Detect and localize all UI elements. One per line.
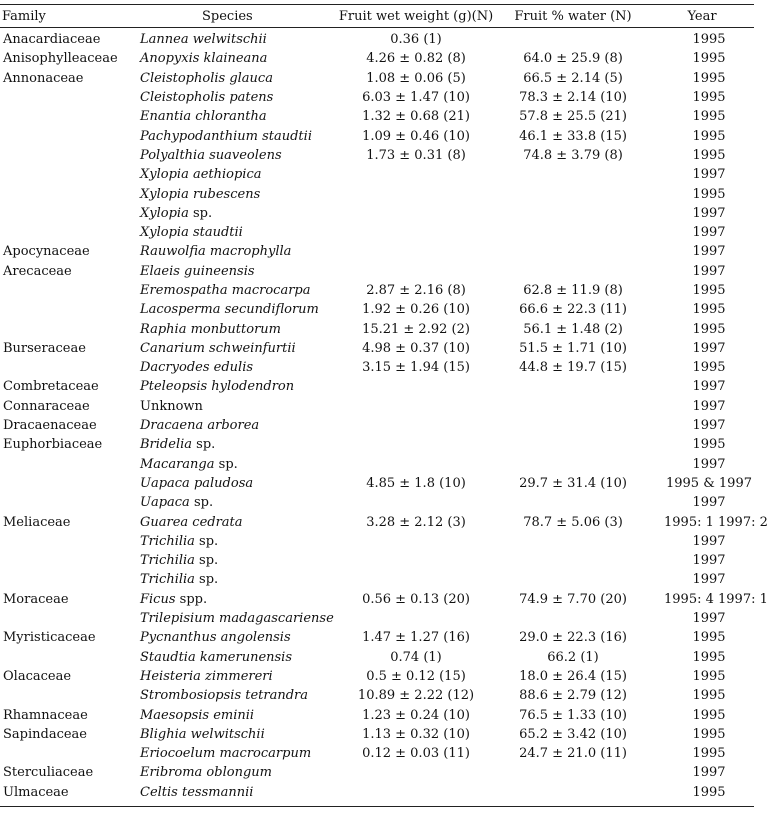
species-cell bbox=[137, 435, 336, 454]
water-cell bbox=[496, 416, 650, 435]
species-name: Guarea cedrata bbox=[140, 514, 243, 530]
year-cell: 1995 bbox=[692, 668, 726, 684]
water-cell bbox=[496, 609, 650, 628]
species-name: Staudtia kamerunensis bbox=[140, 649, 293, 665]
water-cell: 66.2 (1) bbox=[547, 649, 599, 665]
weight-cell bbox=[336, 184, 496, 203]
species-suffix: sp. bbox=[189, 495, 214, 511]
water-cell: 66.6 ± 22.3 (11) bbox=[519, 302, 627, 318]
table-row bbox=[0, 204, 754, 223]
year-cell: 1995 bbox=[692, 746, 726, 762]
species-name: Maesopsis eminii bbox=[140, 707, 255, 723]
column-header-water: Fruit % water (N) bbox=[496, 5, 650, 28]
species-cell bbox=[137, 590, 336, 609]
family-cell bbox=[0, 319, 137, 338]
species-suffix: sp. bbox=[192, 437, 216, 453]
table-row bbox=[0, 28, 754, 50]
species-suffix: sp. bbox=[194, 572, 219, 588]
year-cell: 1997 bbox=[692, 553, 726, 569]
year-cell: 1997 bbox=[692, 263, 726, 279]
species-cell bbox=[137, 686, 336, 705]
family-cell: Myristicaceae bbox=[3, 630, 96, 646]
family-cell: Combretaceae bbox=[3, 379, 99, 395]
family-cell: Meliaceae bbox=[3, 514, 71, 530]
family-cell: Ulmaceae bbox=[0, 783, 137, 807]
family-cell: Anacardiaceae bbox=[3, 32, 101, 48]
species-name: Strombosiopsis tetrandra bbox=[140, 688, 309, 704]
species-cell bbox=[137, 628, 336, 647]
family-cell: Euphorbiaceae bbox=[3, 437, 103, 453]
species-cell bbox=[137, 609, 336, 628]
species-cell bbox=[137, 551, 336, 570]
water-cell: 18.0 ± 26.4 (15) bbox=[519, 668, 627, 684]
table-row bbox=[0, 242, 754, 261]
weight-cell bbox=[336, 493, 496, 512]
family-cell: Burseraceae bbox=[3, 340, 86, 356]
weight-cell bbox=[336, 532, 496, 551]
year-cell: 1995 bbox=[692, 437, 726, 453]
year-cell: 1995 bbox=[692, 726, 726, 742]
species-cell bbox=[137, 763, 336, 782]
year-cell: 1995 bbox=[692, 649, 726, 665]
table-row bbox=[0, 281, 754, 300]
water-cell: 64.0 ± 25.9 (8) bbox=[523, 51, 623, 67]
table-row bbox=[0, 648, 754, 667]
species-name: Xylopia bbox=[140, 205, 189, 221]
species-name: Dracaena arborea bbox=[140, 418, 260, 434]
water-cell: 29.0 ± 22.3 (16) bbox=[519, 630, 627, 646]
family-cell: Anisophylleaceae bbox=[3, 51, 118, 67]
species-cell bbox=[137, 28, 336, 50]
water-cell bbox=[496, 551, 650, 570]
year-cell: 1997 bbox=[692, 167, 726, 183]
water-cell bbox=[496, 242, 650, 261]
water-cell: 65.2 ± 3.42 (10) bbox=[519, 726, 627, 742]
water-cell bbox=[496, 783, 650, 807]
weight-cell: 6.03 ± 1.47 (10) bbox=[362, 90, 470, 106]
species-cell bbox=[137, 416, 336, 435]
water-cell: 88.6 ± 2.79 (12) bbox=[519, 688, 627, 704]
water-cell: 74.8 ± 3.79 (8) bbox=[523, 147, 623, 163]
table-row bbox=[0, 686, 754, 705]
species-name: Eribroma oblongum bbox=[140, 765, 272, 781]
weight-cell: 1.09 ± 0.46 (10) bbox=[362, 128, 470, 144]
water-cell bbox=[496, 397, 650, 416]
year-cell: 1995 & 1997 bbox=[665, 475, 752, 491]
species-cell bbox=[137, 69, 336, 88]
species-cell bbox=[137, 783, 336, 807]
species-cell bbox=[137, 532, 336, 551]
weight-cell bbox=[336, 455, 496, 474]
family-cell bbox=[0, 88, 137, 107]
table-row bbox=[0, 358, 754, 377]
weight-cell: 0.74 (1) bbox=[390, 649, 442, 665]
species-name: Pycnanthus angolensis bbox=[140, 630, 291, 646]
family-cell bbox=[0, 532, 137, 551]
family-cell bbox=[0, 184, 137, 203]
water-cell bbox=[496, 570, 650, 589]
year-cell: 1995 bbox=[692, 147, 726, 163]
family-cell: Sterculiaceae bbox=[3, 765, 94, 781]
species-name: Uapaca paludosa bbox=[140, 475, 254, 491]
water-cell bbox=[496, 493, 650, 512]
year-cell: 1995 bbox=[692, 630, 726, 646]
water-cell: 62.8 ± 11.9 (8) bbox=[523, 283, 623, 298]
year-cell: 1997 bbox=[692, 765, 726, 781]
year-cell: 1995 bbox=[692, 707, 726, 723]
header-row bbox=[0, 5, 754, 28]
species-cell bbox=[137, 493, 336, 512]
species-cell bbox=[137, 725, 336, 744]
weight-cell: 10.89 ± 2.22 (12) bbox=[357, 688, 475, 704]
species-cell bbox=[137, 512, 336, 531]
weight-cell bbox=[336, 609, 496, 628]
year-cell: 1997 bbox=[692, 456, 726, 472]
year-cell: 1997 bbox=[692, 225, 726, 241]
species-cell bbox=[137, 474, 336, 493]
species-name: Cleistopholis glauca bbox=[140, 70, 273, 86]
family-cell bbox=[0, 107, 137, 126]
weight-cell bbox=[336, 223, 496, 242]
table-row bbox=[0, 300, 754, 319]
table-row bbox=[0, 49, 754, 68]
species-name: Polyalthia suaveolens bbox=[140, 147, 282, 163]
species-cell bbox=[137, 705, 336, 724]
column-header-species: Species bbox=[137, 5, 336, 28]
species-cell bbox=[137, 455, 336, 474]
family-cell bbox=[0, 686, 137, 705]
water-cell bbox=[496, 435, 650, 454]
species-name: Lannea welwitschii bbox=[140, 32, 267, 48]
water-cell bbox=[496, 532, 650, 551]
species-cell bbox=[137, 204, 336, 223]
species-name: Lacosperma secundiflorum bbox=[140, 302, 319, 318]
table-row bbox=[0, 223, 754, 242]
species-name: Trichilia bbox=[140, 533, 195, 549]
family-cell: Olacaceae bbox=[3, 668, 72, 684]
weight-cell: 0.36 (1) bbox=[390, 32, 442, 48]
table-row bbox=[0, 763, 754, 782]
water-cell: 57.8 ± 25.5 (21) bbox=[519, 109, 627, 125]
water-cell bbox=[496, 223, 650, 242]
year-cell: 1997 bbox=[692, 244, 726, 260]
table-row bbox=[0, 377, 754, 396]
table-row bbox=[0, 667, 754, 686]
fruit-table bbox=[0, 4, 768, 807]
species-cell bbox=[137, 300, 336, 319]
family-cell bbox=[0, 551, 137, 570]
family-cell bbox=[0, 570, 137, 589]
table-body bbox=[0, 28, 768, 807]
year-cell: 1995 bbox=[692, 128, 726, 144]
weight-cell bbox=[336, 204, 496, 223]
species-name: Macaranga bbox=[140, 456, 215, 472]
water-cell: 56.1 ± 1.48 (2) bbox=[523, 321, 623, 337]
species-name: Trichilia bbox=[140, 572, 195, 588]
table-row bbox=[0, 493, 754, 512]
weight-cell bbox=[336, 262, 496, 281]
water-cell bbox=[496, 377, 650, 396]
year-cell: 1997 bbox=[692, 495, 726, 511]
table-row bbox=[0, 339, 754, 358]
water-cell: 51.5 ± 1.71 (10) bbox=[519, 340, 627, 356]
weight-cell bbox=[336, 416, 496, 435]
water-cell bbox=[496, 763, 650, 782]
year-cell: 1997 bbox=[692, 533, 726, 549]
family-cell bbox=[0, 474, 137, 493]
family-cell: Arecaceae bbox=[3, 263, 72, 279]
family-cell bbox=[0, 204, 137, 223]
table-row bbox=[0, 783, 754, 807]
species-name: Eremospatha macrocarpa bbox=[140, 283, 311, 298]
species-cell bbox=[137, 165, 336, 184]
table-row bbox=[0, 88, 754, 107]
water-cell: 74.9 ± 7.70 (20) bbox=[519, 591, 627, 607]
species-name: Pteleopsis hylodendron bbox=[140, 379, 295, 395]
family-cell bbox=[0, 300, 137, 319]
table-row bbox=[0, 609, 754, 628]
table-row bbox=[0, 590, 754, 609]
table-row bbox=[0, 319, 754, 338]
table-row bbox=[0, 628, 754, 647]
family-cell bbox=[0, 165, 137, 184]
weight-cell bbox=[336, 377, 496, 396]
species-cell bbox=[137, 377, 336, 396]
species-cell bbox=[137, 570, 336, 589]
species-name: Raphia monbuttorum bbox=[140, 321, 281, 337]
species-name: Xylopia aethiopica bbox=[140, 167, 262, 183]
year-cell: 1997 bbox=[692, 418, 726, 434]
water-cell: 29.7 ± 31.4 (10) bbox=[519, 475, 627, 491]
species-cell bbox=[137, 223, 336, 242]
species-name: Trilepisium madagascariense bbox=[140, 611, 334, 627]
species-cell bbox=[137, 358, 336, 377]
weight-cell bbox=[336, 242, 496, 261]
water-cell bbox=[496, 204, 650, 223]
table-row bbox=[0, 512, 754, 531]
table-row bbox=[0, 570, 754, 589]
family-cell: Rhamnaceae bbox=[3, 707, 88, 723]
family-cell: Connaraceae bbox=[3, 398, 90, 414]
weight-cell: 0.12 ± 0.03 (11) bbox=[362, 746, 470, 762]
family-cell: Dracaenaceae bbox=[3, 418, 97, 434]
family-cell bbox=[0, 609, 137, 628]
year-cell: 1995: 1 1997: 2 bbox=[664, 514, 768, 530]
species-name: Heisteria zimmereri bbox=[140, 668, 273, 684]
table-row bbox=[0, 126, 754, 145]
table-row bbox=[0, 705, 754, 724]
species-cell bbox=[137, 281, 336, 300]
column-header-weight: Fruit wet weight (g)(N) bbox=[336, 5, 496, 28]
species-cell bbox=[137, 49, 336, 68]
species-name: Xylopia staudtii bbox=[140, 225, 243, 241]
weight-cell: 0.5 ± 0.12 (15) bbox=[366, 668, 466, 684]
family-cell bbox=[0, 126, 137, 145]
species-name: Dacryodes edulis bbox=[140, 360, 254, 376]
weight-cell bbox=[336, 397, 496, 416]
year-cell: 1995 bbox=[650, 783, 754, 807]
table-row bbox=[0, 532, 754, 551]
table-row bbox=[0, 184, 754, 203]
species-cell bbox=[137, 88, 336, 107]
year-cell: 1995 bbox=[692, 688, 726, 704]
species-name: Rauwolfia macrophylla bbox=[140, 244, 292, 260]
family-cell bbox=[0, 358, 137, 377]
weight-cell: 1.32 ± 0.68 (21) bbox=[362, 109, 470, 125]
family-cell bbox=[0, 223, 137, 242]
species-cell bbox=[137, 107, 336, 126]
weight-cell bbox=[336, 763, 496, 782]
species-cell bbox=[137, 339, 336, 358]
water-cell: 78.7 ± 5.06 (3) bbox=[523, 514, 623, 530]
year-cell: 1997 bbox=[692, 572, 726, 588]
family-cell bbox=[0, 744, 137, 763]
table-row bbox=[0, 744, 754, 763]
family-cell bbox=[0, 493, 137, 512]
water-cell: 44.8 ± 19.7 (15) bbox=[519, 360, 627, 376]
weight-cell bbox=[336, 165, 496, 184]
year-cell: 1995 bbox=[692, 360, 726, 376]
table-row bbox=[0, 262, 754, 281]
water-cell: 76.5 ± 1.33 (10) bbox=[519, 707, 627, 723]
family-cell: Sapindaceae bbox=[3, 726, 87, 742]
weight-cell: 1.23 ± 0.24 (10) bbox=[362, 707, 470, 723]
species-cell bbox=[137, 667, 336, 686]
water-cell: 24.7 ± 21.0 (11) bbox=[519, 746, 627, 762]
species-suffix: sp. bbox=[194, 553, 219, 569]
table-row bbox=[0, 146, 754, 165]
year-cell: 1995 bbox=[692, 51, 726, 67]
species-name: Uapaca bbox=[140, 495, 190, 511]
table-row bbox=[0, 69, 754, 88]
table-header bbox=[0, 5, 754, 28]
species-name: Anopyxis klaineana bbox=[140, 51, 268, 67]
family-cell: Apocynaceae bbox=[3, 244, 90, 260]
species-name: Trichilia bbox=[140, 553, 195, 569]
species-name: Pachypodanthium staudtii bbox=[140, 128, 312, 144]
species-cell bbox=[137, 744, 336, 763]
year-cell: 1995 bbox=[692, 32, 726, 48]
species-cell bbox=[137, 262, 336, 281]
weight-cell: 2.87 ± 2.16 (8) bbox=[366, 283, 466, 298]
species-suffix: spp. bbox=[175, 591, 208, 607]
year-cell: 1997 bbox=[692, 379, 726, 395]
weight-cell bbox=[336, 435, 496, 454]
water-cell bbox=[496, 262, 650, 281]
weight-cell: 1.92 ± 0.26 (10) bbox=[362, 302, 470, 318]
table-row bbox=[0, 435, 754, 454]
family-cell: Annonaceae bbox=[3, 70, 84, 86]
column-header-year: Year bbox=[650, 5, 754, 28]
year-cell: 1995 bbox=[692, 186, 726, 202]
species-suffix: sp. bbox=[188, 205, 213, 221]
species-name: Cleistopholis patens bbox=[140, 90, 274, 106]
weight-cell: 15.21 ± 2.92 (2) bbox=[362, 321, 470, 337]
table-row bbox=[0, 107, 754, 126]
year-cell: 1995: 4 1997: 1 bbox=[664, 591, 768, 607]
table-row bbox=[0, 416, 754, 435]
year-cell: 1995 bbox=[692, 70, 726, 86]
species-cell bbox=[137, 242, 336, 261]
column-header-family: Family bbox=[0, 5, 137, 28]
species-name: Enantia chlorantha bbox=[140, 109, 267, 125]
species-name: Blighia welwitschii bbox=[140, 726, 265, 742]
weight-cell: 3.28 ± 2.12 (3) bbox=[366, 514, 466, 530]
weight-cell: 4.26 ± 0.82 (8) bbox=[366, 51, 466, 67]
year-cell: 1995 bbox=[692, 321, 726, 337]
water-cell bbox=[496, 184, 650, 203]
weight-cell bbox=[336, 551, 496, 570]
year-cell: 1997 bbox=[692, 398, 726, 414]
year-cell: 1997 bbox=[692, 340, 726, 356]
species-cell bbox=[137, 126, 336, 145]
water-cell: 78.3 ± 2.14 (10) bbox=[519, 90, 627, 106]
weight-cell: 1.47 ± 1.27 (16) bbox=[362, 630, 470, 646]
family-cell bbox=[0, 455, 137, 474]
species-name: Bridelia bbox=[140, 437, 193, 453]
family-cell bbox=[0, 281, 137, 300]
species-cell bbox=[137, 184, 336, 203]
weight-cell bbox=[336, 783, 496, 807]
species-name: Elaeis guineensis bbox=[140, 263, 255, 279]
weight-cell: 4.98 ± 0.37 (10) bbox=[362, 340, 470, 356]
year-cell: 1995 bbox=[692, 302, 726, 318]
family-cell: Moraceae bbox=[3, 591, 69, 607]
species-name: Xylopia rubescens bbox=[140, 186, 261, 202]
weight-cell: 1.73 ± 0.31 (8) bbox=[366, 147, 466, 163]
water-cell bbox=[496, 28, 650, 50]
weight-cell: 1.13 ± 0.32 (10) bbox=[362, 726, 470, 742]
water-cell bbox=[496, 455, 650, 474]
year-cell: 1997 bbox=[692, 205, 726, 221]
table-row bbox=[0, 551, 754, 570]
table-row bbox=[0, 474, 754, 493]
species-name: Canarium schweinfurtii bbox=[140, 340, 296, 356]
weight-cell: 0.56 ± 0.13 (20) bbox=[362, 591, 470, 607]
family-cell bbox=[0, 146, 137, 165]
species-cell bbox=[137, 146, 336, 165]
year-cell: 1995 bbox=[692, 90, 726, 106]
species-cell bbox=[137, 397, 336, 416]
table-row bbox=[0, 725, 754, 744]
weight-cell: 1.08 ± 0.06 (5) bbox=[366, 70, 466, 86]
table-row bbox=[0, 397, 754, 416]
table-row bbox=[0, 455, 754, 474]
species-suffix: sp. bbox=[214, 456, 238, 472]
family-cell bbox=[0, 648, 137, 667]
water-cell bbox=[496, 165, 650, 184]
species-name: Celtis tessmannii bbox=[140, 784, 254, 800]
weight-cell: 4.85 ± 1.8 (10) bbox=[366, 475, 466, 491]
year-cell: 1997 bbox=[692, 611, 726, 627]
year-cell: 1995 bbox=[692, 109, 726, 125]
table-row bbox=[0, 165, 754, 184]
species-cell bbox=[137, 648, 336, 667]
species-suffix: Unknown bbox=[140, 398, 203, 414]
species-name: Ficus bbox=[140, 591, 176, 607]
water-cell: 66.5 ± 2.14 (5) bbox=[523, 70, 623, 86]
water-cell: 46.1 ± 33.8 (15) bbox=[519, 128, 627, 144]
species-suffix: sp. bbox=[194, 533, 219, 549]
weight-cell: 3.15 ± 1.94 (15) bbox=[362, 360, 470, 376]
species-name: Eriocoelum macrocarpum bbox=[140, 746, 312, 762]
year-cell: 1995 bbox=[692, 283, 726, 298]
species-cell bbox=[137, 319, 336, 338]
weight-cell bbox=[336, 570, 496, 589]
